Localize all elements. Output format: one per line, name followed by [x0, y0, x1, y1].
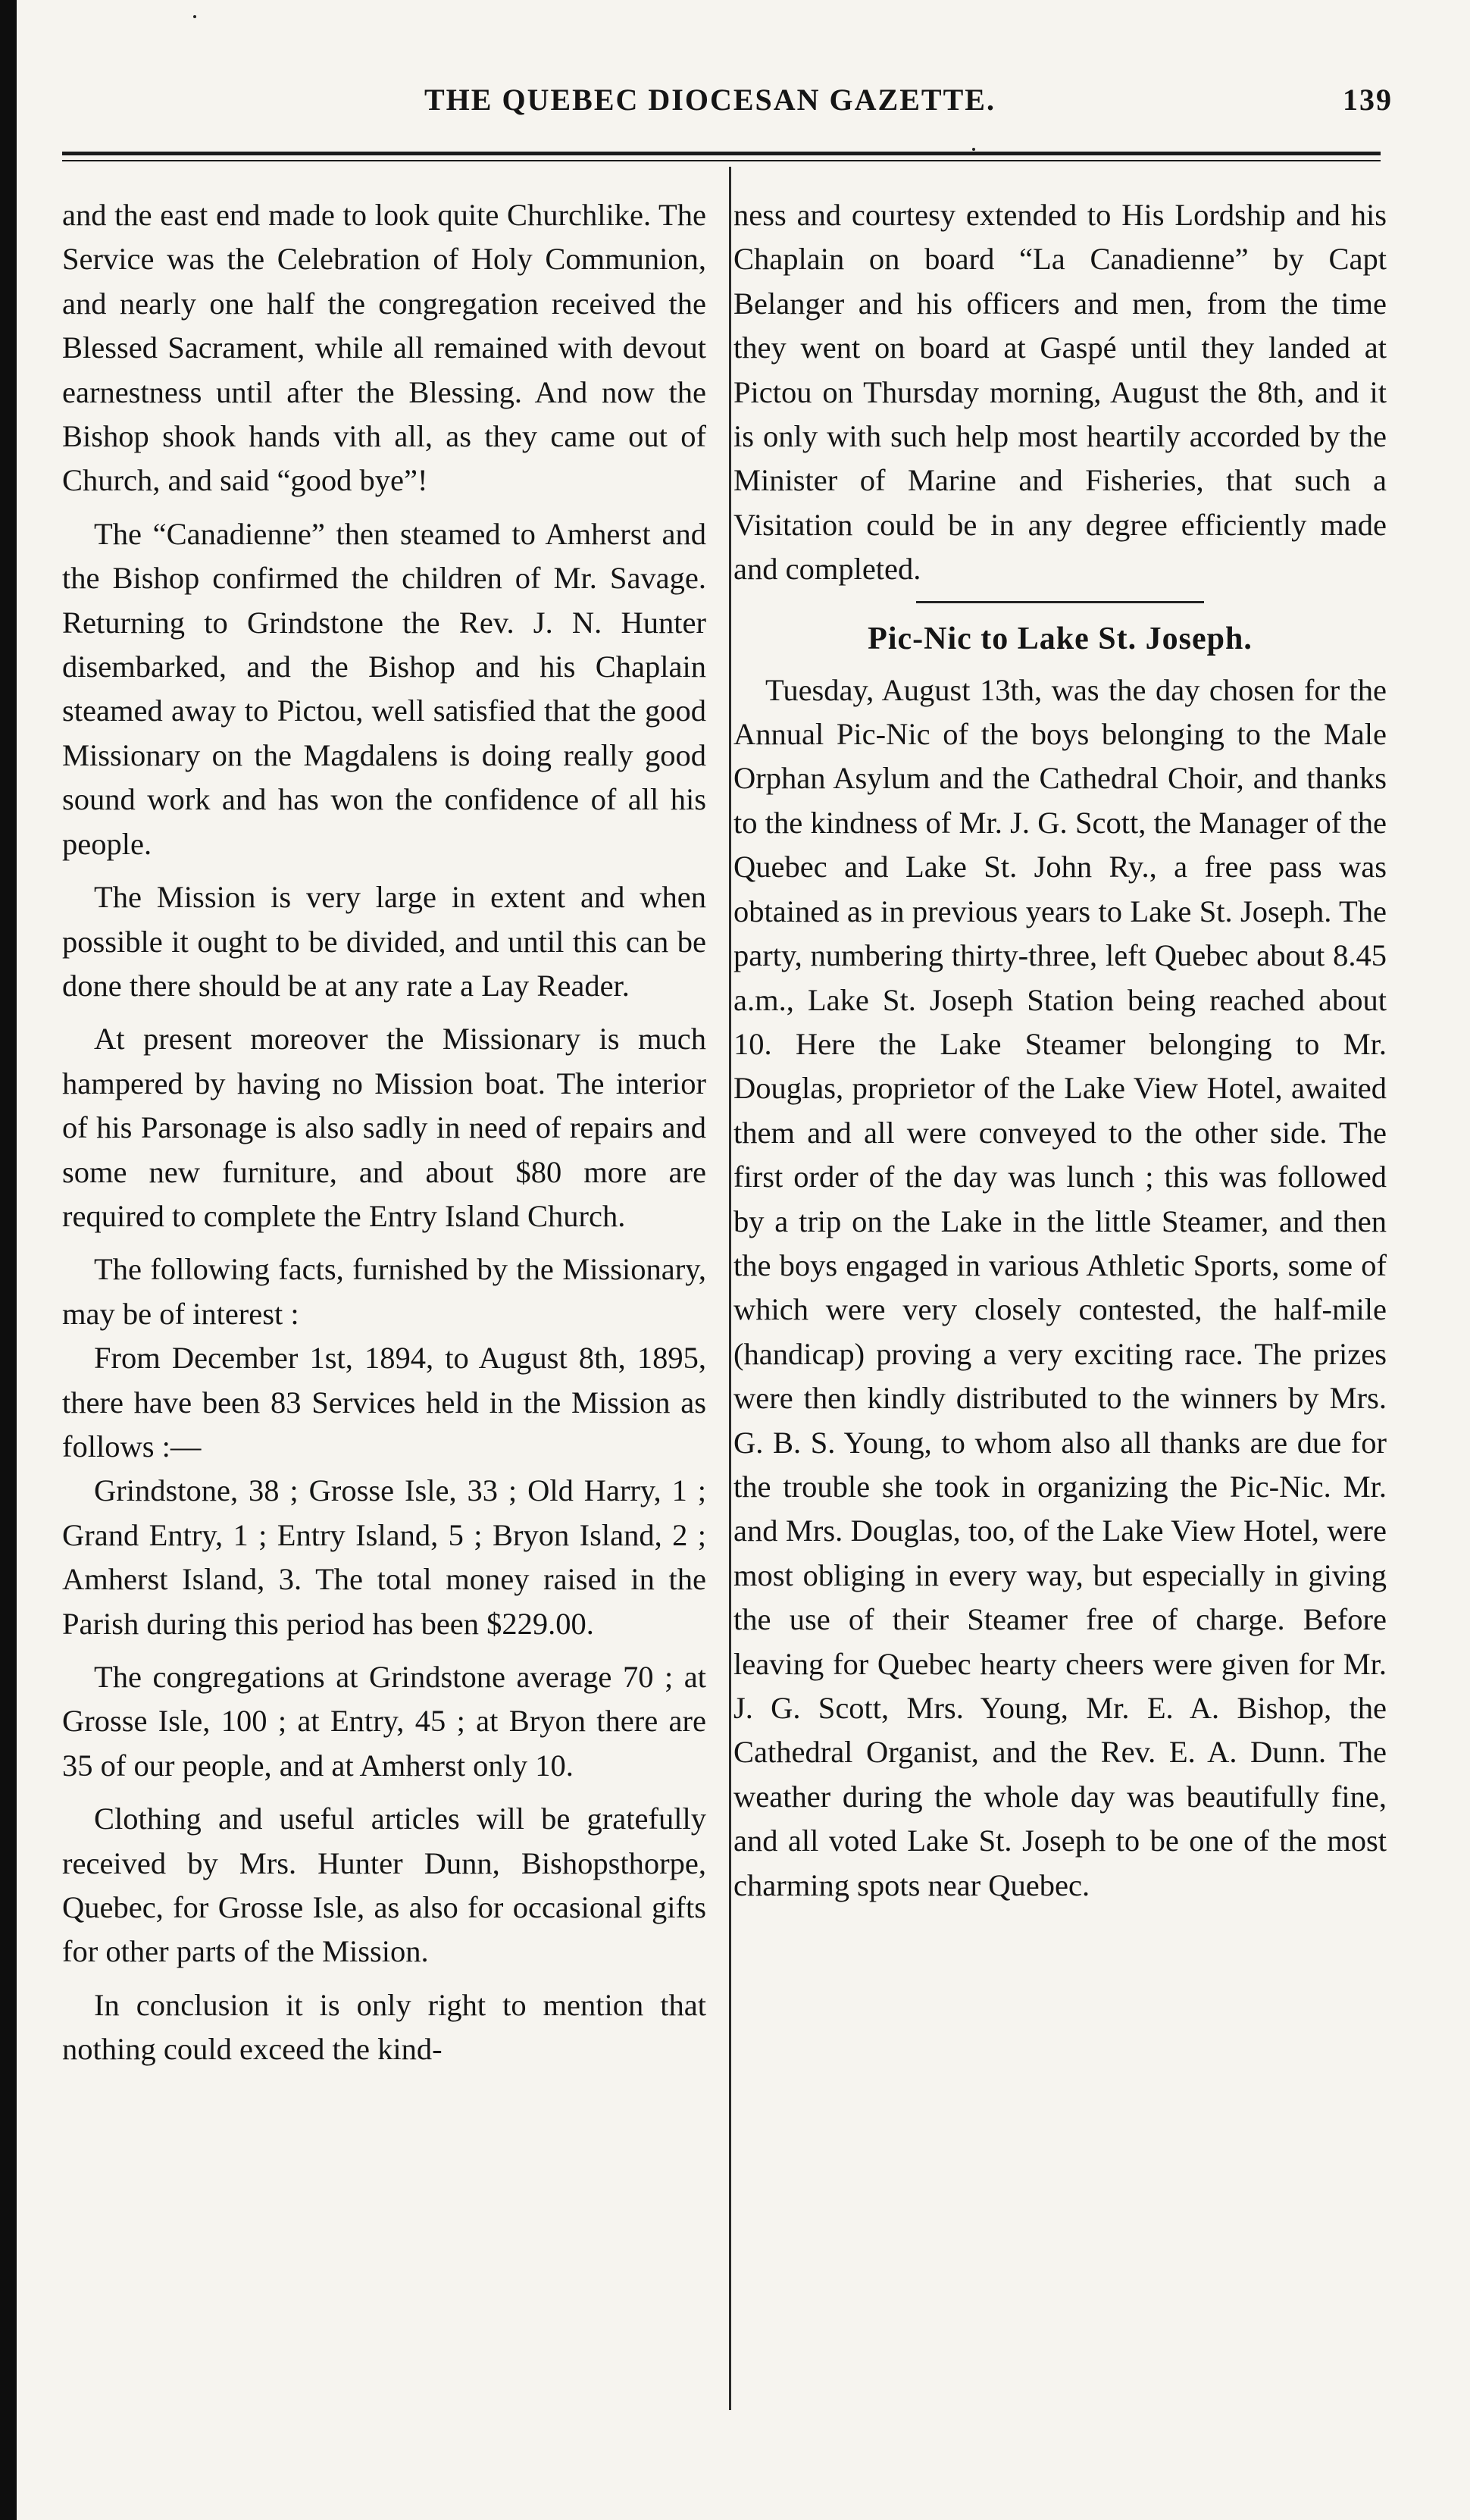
- publication-title: THE QUEBEC DIOCESAN GAZETTE.: [424, 83, 996, 117]
- page-binding-edge: [0, 0, 17, 2520]
- paragraph: At present moreover the Missionary is much hampered by having no Mission boat. The interior of his Parsonage is also sadly in need of repairs and some new furniture, and about $80 more are required to complete the Entry Island Church.: [62, 1022, 706, 1233]
- paragraph: and the east end made to look quite Churchlike. The Service was the Celebration of Holy Communion, and nearly one half the congregation received the Blessed Sacrament, while all remained with devout earnestness until after the Blessing. And now the Bishop shook hands vith all, as they came out of Church, and said “good bye”!: [62, 198, 706, 498]
- paragraph: From December 1st, 1894, to August 8th, 1895, there have been 83 Services held in the Mission as follows :—: [62, 1341, 706, 1463]
- paragraph: Tuesday, August 13th, was the day chosen for the Annual Pic-Nic of the boys belonging to the Male Orphan Asylum and the Cathedral Choir, and thanks to the kindness of Mr. J. G. Scott, the Manager of the Quebec and Lake St. John Ry., a free pass was obtained as in previous years to Lake St. Joseph. The party, numbering thirty-three, left Quebec about 8.45 a.m., Lake St. Joseph Station being reached about 10. Here the Lake Steamer belonging to Mr. Douglas, proprietor of the Lake View Hotel, awaited them and all were conveyed to the other side. The first order of the day was lunch ; this was followed by a trip on the Lake in the little Steamer, and then the boys engaged in various Athletic Sports, some of which were very closely contested, the half-mile (handicap) proving a very exciting race. The prizes were then kindly distributed to the winners by Mrs. G. B. S. Young, to whom also all thanks are due for the trouble she took in organizing the Pic-Nic. Mr. and Mrs. Douglas, too, of the Lake View Hotel, were most obliging in every way, but especially in giving the use of their Steamer free of charge. Before leaving for Quebec hearty cheers were given for Mr. J. G. Scott, Mrs. Young, Mr. E. A. Bishop, the Cathedral Organist, and the Rev. E. A. Dunn. The weather during the whole day was beautifully fine, and all voted Lake St. Joseph to be one of the most charming spots near Quebec.: [733, 672, 1387, 1902]
- left-column: [62, 193, 706, 2081]
- paragraph: The Mission is very large in extent and when possible it ought to be divided, and until this can be done there should be at any rate a Lay Reader.: [62, 880, 706, 1003]
- page-number: 139: [1343, 83, 1393, 117]
- paragraph: The congregations at Grindstone average 70 ; at Grosse Isle, 100 ; at Entry, 45 ; at Bryon there are 35 of our people, and at Amherst only 10.: [62, 1660, 706, 1783]
- column-divider: [729, 167, 731, 2410]
- paragraph: Grindstone, 38 ; Grosse Isle, 33 ; Old Harry, 1 ; Grand Entry, 1 ; Entry Island, 5 ; Bryon Island, 2 ; Amherst Island, 3. The total money raised in the Parish during this period has been $229.00.: [62, 1473, 706, 1641]
- header-rule: [62, 152, 1381, 161]
- section-rule: [916, 601, 1204, 603]
- paragraph: ness and courtesy extended to His Lordship and his Chaplain on board “La Canadienne” by Capt Belanger and his officers and men, from the time they went on board at Gaspé until they landed at Pictou on Thursday morning, August the 8th, and it is only with such help most heartily accorded by the Minister of Marine and Fisheries, that such a Visitation could be in any degree efficiently made and completed.: [733, 198, 1387, 587]
- section-heading: Pic-Nic to Lake St. Joseph.: [868, 621, 1253, 656]
- right-column: [733, 193, 1387, 1917]
- speck: [972, 148, 975, 151]
- paragraph: The “Canadienne” then steamed to Amherst and the Bishop confirmed the children of Mr. Savage. Returning to Grindstone the Rev. J. N. Hunter disembarked, and the Bishop and his Chaplain steamed away to Pictou, well satisfied that the good Missionary on the Magdalens is doing really good sound work and has won the confidence of all his people.: [62, 516, 706, 861]
- paragraph: In conclusion it is only right to mention that nothing could exceed the kind-: [62, 1987, 706, 2067]
- speck: [193, 15, 196, 18]
- paragraph: Clothing and useful articles will be gratefully received by Mrs. Hunter Dunn, Bishopsthorpe, Quebec, for Grosse Isle, as also for occasional gifts for other parts of the Mission.: [62, 1802, 706, 1969]
- paragraph: The following facts, furnished by the Missionary, may be of interest :: [62, 1252, 706, 1331]
